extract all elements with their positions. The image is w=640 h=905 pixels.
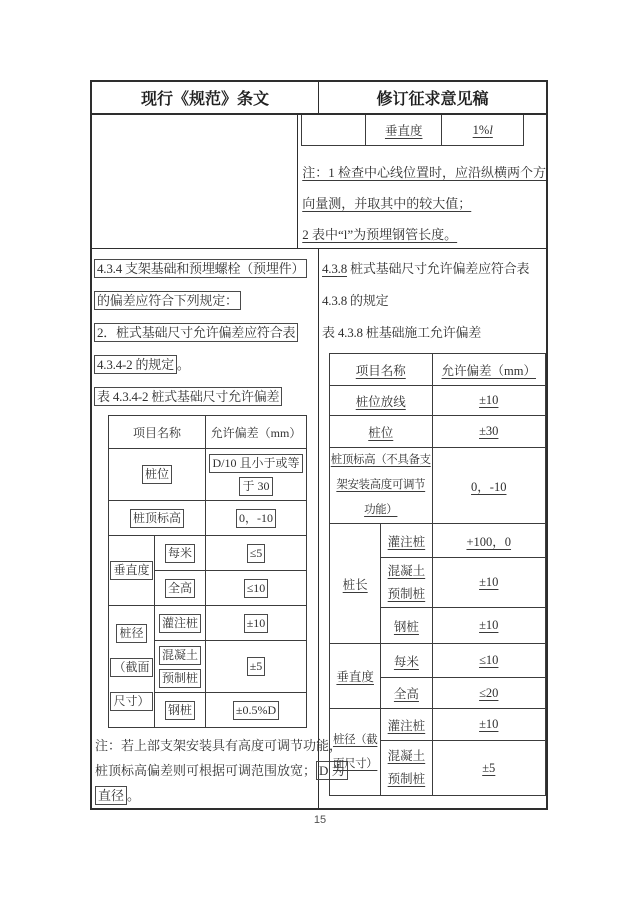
table-row bbox=[330, 386, 546, 416]
cell-cast-in-place-value: ±10 bbox=[206, 606, 307, 641]
verticality-mini-table bbox=[301, 115, 524, 146]
comparison-row-1 bbox=[92, 115, 546, 249]
mini-cell-empty bbox=[302, 115, 366, 145]
revised-spec-table bbox=[329, 353, 546, 796]
cell-cast-in-place-value-2: ±10 bbox=[432, 709, 545, 741]
cell-full-height: 全高 bbox=[381, 678, 432, 709]
column-header-current: 现行《规范》条文 bbox=[92, 82, 319, 113]
cell-pile-position-value: D/10 且小于或等 于 30 bbox=[206, 449, 307, 501]
revised-paragraph: 4.3.8 桩式基础尺寸允许偏差应符合表 bbox=[322, 261, 530, 276]
current-paragraph: 2．桩式基础尺寸允许偏差应符合表 bbox=[94, 317, 318, 349]
note-line: 2 表中“l”为预埋钢管长度。 bbox=[302, 227, 458, 242]
cell-pile-top-level: 桩顶标高 bbox=[109, 501, 206, 536]
cell-pile-top-level-value: 0，-10 bbox=[432, 448, 545, 524]
group-pile-diameter: 桩径 （截面 尺寸） bbox=[109, 606, 155, 728]
cell-precast-concrete-value-2: ±5 bbox=[432, 741, 545, 796]
note-line: 注：1 检查中心线位置时，应沿纵横两个方 bbox=[302, 165, 546, 180]
column-header-revised: 修订征求意见稿 bbox=[376, 91, 489, 108]
cell-steel-pile: 钢桩 bbox=[155, 693, 206, 728]
current-cell-empty bbox=[92, 115, 298, 248]
cell-pile-top-level: 桩顶标高（不具备支 架安装高度可调节 功能） bbox=[330, 448, 433, 524]
comparison-table bbox=[90, 80, 548, 810]
cell-steel-pile: 钢桩 bbox=[381, 608, 432, 644]
current-paragraph: 的偏差应符合下列规定： bbox=[94, 285, 318, 317]
mini-cell-item bbox=[366, 115, 442, 145]
table-row bbox=[109, 536, 307, 571]
cell-precast-concrete-value: ±10 bbox=[432, 558, 545, 608]
mini-item-value: 1%l bbox=[472, 122, 493, 137]
cell-precast-concrete-value: ±5 bbox=[206, 641, 307, 693]
note-line: 注：若上部支架安装具有高度可调节功能， bbox=[95, 738, 343, 753]
cell-pile-position: 桩位 bbox=[330, 416, 433, 448]
col-head-tolerance: 允许偏差（mm） bbox=[432, 354, 545, 386]
cell-pile-position: 桩位 bbox=[109, 449, 206, 501]
comparison-row-2 bbox=[92, 249, 546, 808]
cell-per-meter: 每米 bbox=[155, 536, 206, 571]
col-head-item: 项目名称 bbox=[330, 354, 433, 386]
cell-cast-in-place-pile-2: 灌注桩 bbox=[381, 709, 432, 741]
current-table-title: 表 4.3.4-2 桩式基础尺寸允许偏差 bbox=[94, 381, 318, 413]
mini-item-label: 垂直度 bbox=[384, 124, 423, 138]
table-row bbox=[109, 606, 307, 641]
cell-cast-in-place-pile: 灌注桩 bbox=[155, 606, 206, 641]
page-number: 15 bbox=[313, 814, 327, 826]
cell-full-height: 全高 bbox=[155, 571, 206, 606]
group-pile-length: 桩长 bbox=[330, 524, 381, 644]
cell-per-meter-value: ≤5 bbox=[206, 536, 307, 571]
group-pile-diameter: 桩径（截 面尺寸） bbox=[330, 709, 381, 796]
cell-pile-layout: 桩位放线 bbox=[330, 386, 433, 416]
current-paragraph: 4.3.4-2 的规定 。 bbox=[94, 349, 318, 381]
cell-pile-top-level-value: 0，-10 bbox=[206, 501, 307, 536]
revised-cell-1 bbox=[298, 115, 546, 248]
note-line: 直径 。 bbox=[95, 783, 318, 808]
col-head-tolerance: 允许偏差（mm） bbox=[206, 416, 307, 449]
current-paragraph: 4.3.4 支架基础和预埋螺栓（预埋件） bbox=[94, 253, 318, 285]
cell-steel-pile-value: ±0.5%D bbox=[206, 693, 307, 728]
cell-full-height-value: ≤20 bbox=[432, 678, 545, 709]
table-row bbox=[109, 501, 307, 536]
revised-paragraph: 4.3.8 的规定 bbox=[322, 293, 389, 308]
revised-table-title: 表 4.3.8 桩基础施工允许偏差 bbox=[322, 325, 482, 340]
table-row bbox=[330, 709, 546, 741]
col-head-item: 项目名称 bbox=[109, 416, 206, 449]
comparison-header-row bbox=[92, 82, 546, 115]
current-note-block bbox=[95, 733, 345, 808]
cell-steel-pile-value: ±10 bbox=[432, 608, 545, 644]
note-line: 向量测，并取其中的较大值； bbox=[302, 196, 472, 211]
table-row bbox=[330, 416, 546, 448]
current-clause-cell bbox=[92, 249, 345, 808]
revised-clause-cell bbox=[319, 249, 546, 808]
mini-cell-value bbox=[442, 115, 523, 145]
table-row bbox=[109, 416, 307, 449]
cell-precast-concrete-pile: 混凝土 预制桩 bbox=[381, 558, 432, 608]
table-row bbox=[330, 354, 546, 386]
cell-pile-position-value: ±30 bbox=[432, 416, 545, 448]
table-row bbox=[330, 524, 546, 558]
table-row bbox=[330, 448, 546, 524]
cell-per-meter: 每米 bbox=[381, 644, 432, 678]
group-verticality: 垂直度 bbox=[330, 644, 381, 709]
cell-pile-layout-value: ±10 bbox=[432, 386, 545, 416]
cell-precast-concrete-pile-2: 混凝土 预制桩 bbox=[381, 741, 432, 796]
cell-cast-in-place-pile: 灌注桩 bbox=[381, 524, 432, 558]
current-spec-table bbox=[108, 415, 307, 728]
table-row bbox=[109, 449, 307, 501]
cell-full-height-value: ≤10 bbox=[206, 571, 307, 606]
table-row bbox=[330, 644, 546, 678]
cell-per-meter-value: ≤10 bbox=[432, 644, 545, 678]
note-line: 桩顶标高偏差则可根据可调范围放宽； D 为 bbox=[95, 758, 318, 783]
group-verticality: 垂直度 bbox=[109, 536, 155, 606]
cell-precast-concrete-pile: 混凝土 预制桩 bbox=[155, 641, 206, 693]
revised-notes-block bbox=[298, 146, 546, 250]
cell-cast-in-place-value: +100，0 bbox=[432, 524, 545, 558]
